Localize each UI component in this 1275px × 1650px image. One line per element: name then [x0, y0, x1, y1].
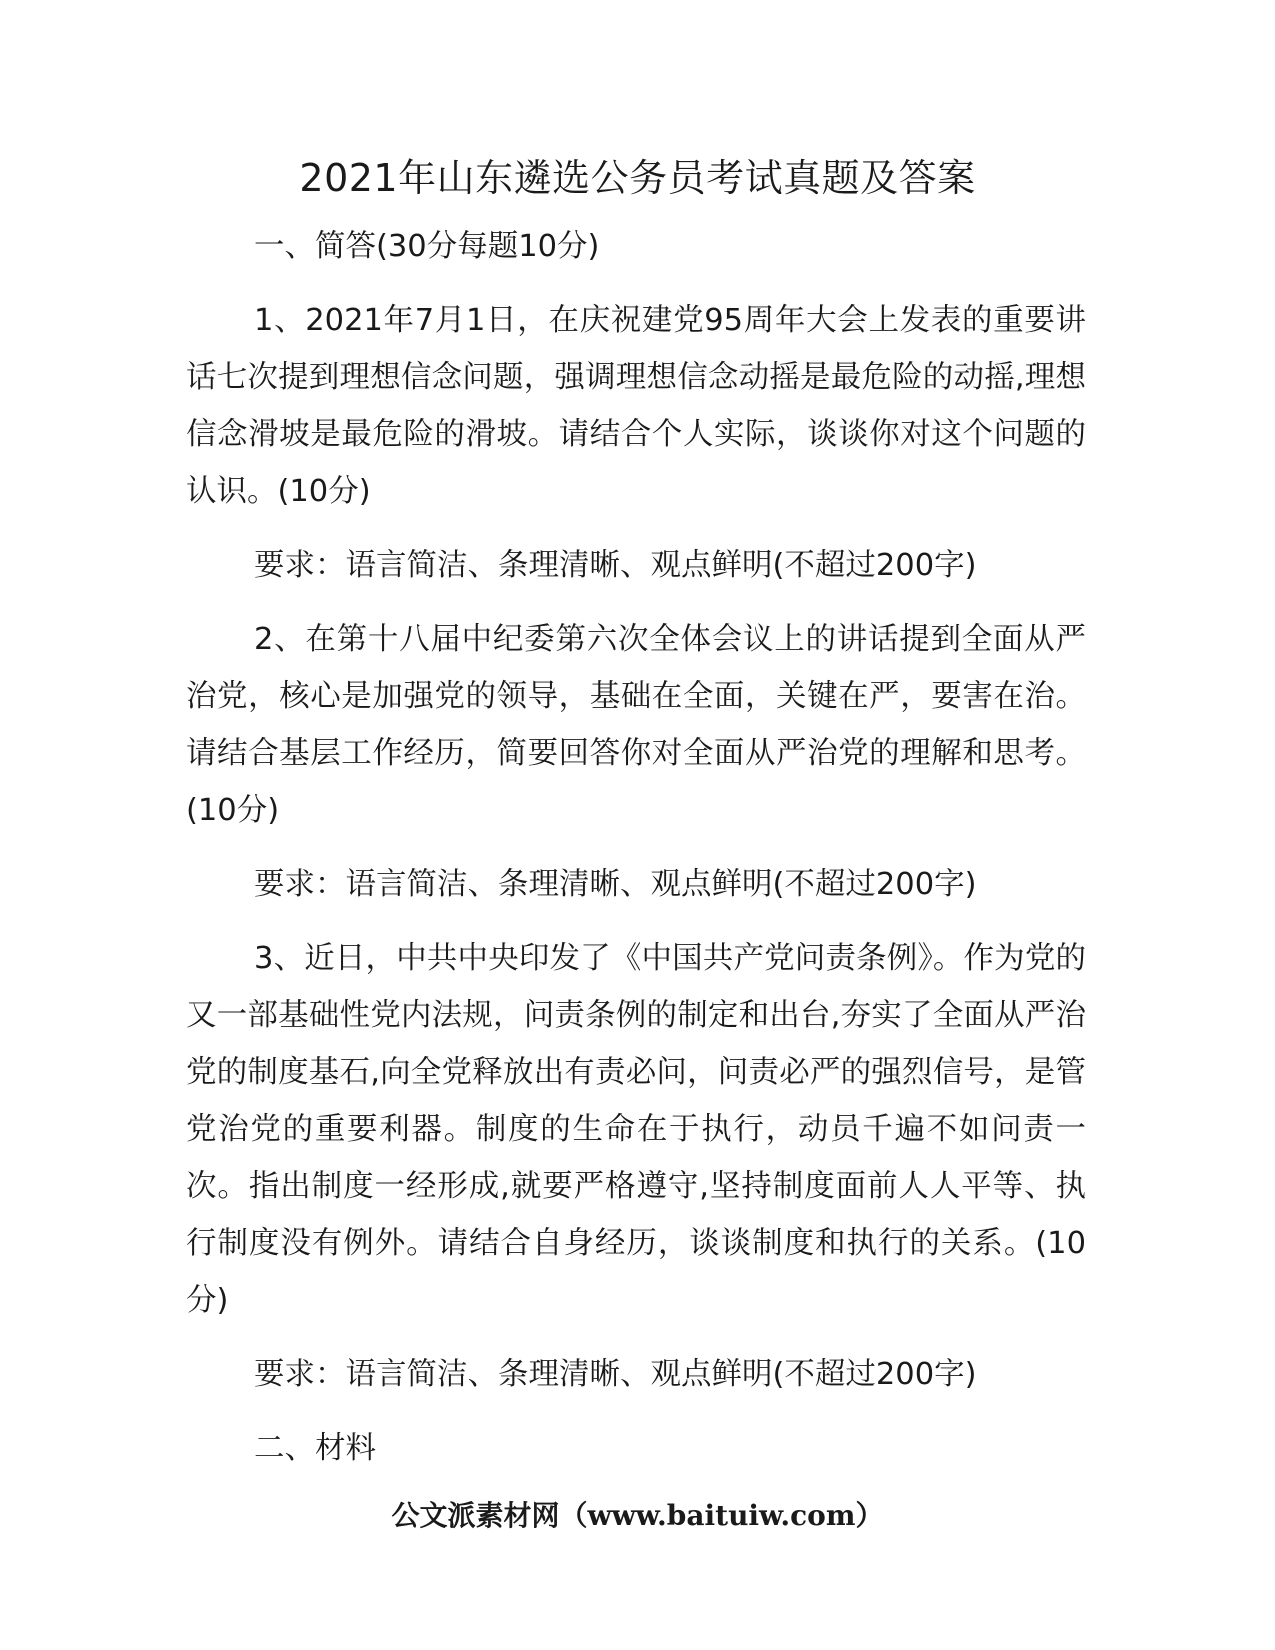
- question-2: 2、在第十八届中纪委第六次全体会议上的讲话提到全面从严治党，核心是加强党的领导，基础在全面，关键在严，要害在治。请结合基层工作经历，简要回答你对全面从严治党的理解和思考。(10分): [186, 622, 1086, 828]
- document-body: [186, 218, 1086, 1477]
- question-2-requirement: 要求：语言简洁、条理清晰、观点鲜明(不超过200字): [254, 867, 977, 902]
- section1-heading: 一、简答(30分每题10分): [254, 229, 600, 264]
- question-3-requirement: 要求：语言简洁、条理清晰、观点鲜明(不超过200字): [254, 1357, 977, 1392]
- footer-watermark: 公文派素材网（www.baituiw.com）: [391, 1499, 884, 1532]
- question-1-requirement: 要求：语言简洁、条理清晰、观点鲜明(不超过200字): [254, 548, 977, 583]
- question-3: 3、近日，中共中央印发了《中国共产党问责条例》。作为党的又一部基础性党内法规，问责条例的制定和出台,夯实了全面从严治党的制度基石,向全党释放出有责必问，问责必严的强烈信号，是管党治党的重要利器。制度的生命在于执行，动员千遍不如问责一次。指出制度一经形成,就要严格遵守,坚持制度面前人人平等、执行制度没有例外。请结合自身经历，谈谈制度和执行的关系。(10分): [186, 941, 1086, 1318]
- document-title: 2021年山东遴选公务员考试真题及答案: [299, 156, 976, 200]
- section2-heading: 二、材料: [254, 1431, 376, 1466]
- question-1: 1、2021年7月1日，在庆祝建党95周年大会上发表的重要讲话七次提到理想信念问题，强调理想信念动摇是最危险的动摇,理想信念滑坡是最危险的滑坡。请结合个人实际，谈谈你对这个问题的认识。(10分): [186, 303, 1086, 509]
